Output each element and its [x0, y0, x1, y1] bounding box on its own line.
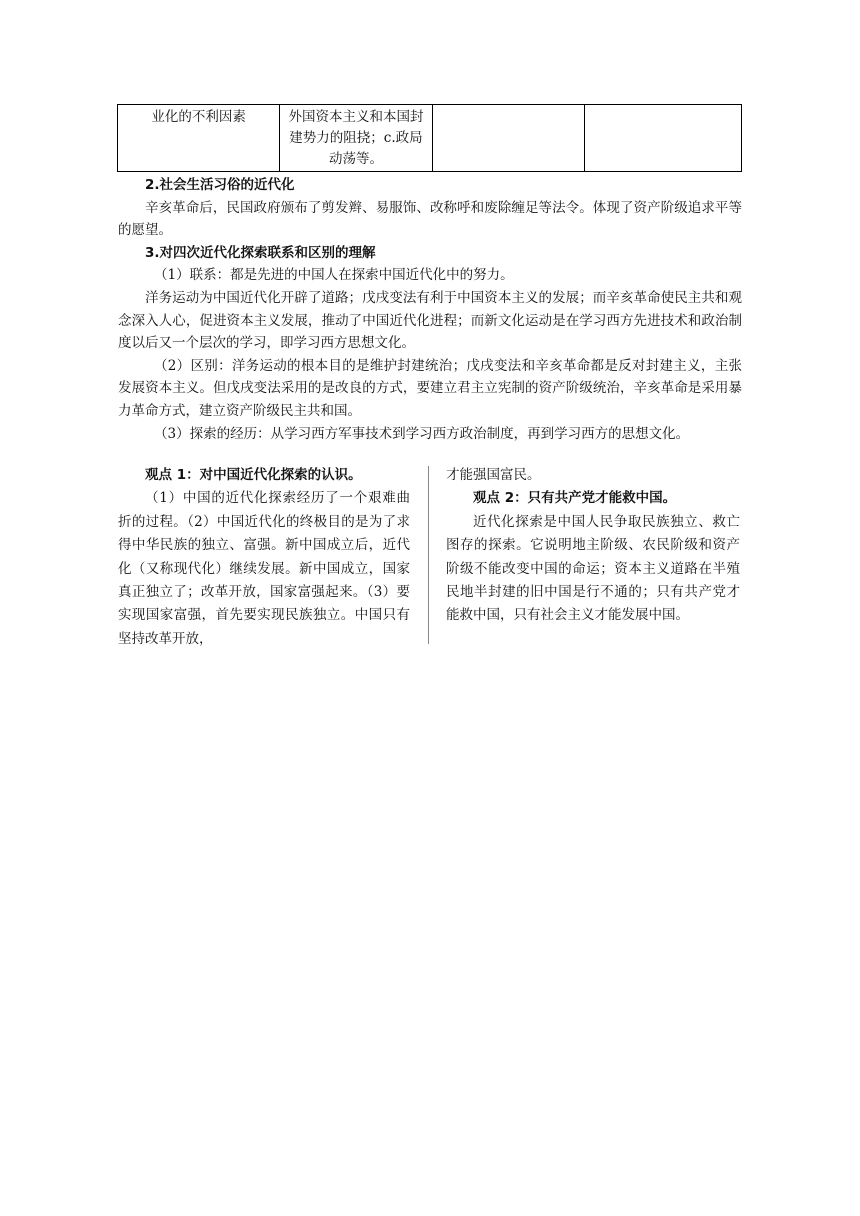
- column-divider: [428, 466, 429, 644]
- table-cell-empty-2: [584, 105, 741, 172]
- section3-difference: （2）区别：洋务运动的根本目的是维护封建统治；戊戌变法和辛亥革命都是反对封建主义，主张发展资本主义。但戊戌变法采用的是改良的方式，要建立君主立宪制的资产阶级统治，辛亥革命是采用暴力革命方式，建立资产阶级民主共和国。: [118, 357, 742, 419]
- main-text: [118, 174, 742, 445]
- view-column-left: [118, 464, 410, 651]
- table-cell-factor: 业化的不利因素: [118, 105, 280, 172]
- view1-body: （1）中国的近代化探索经历了一个艰难曲折的过程。（2）中国近代化的终极目的是为了求得中华民族的独立、富强。新中国成立后，近代化（又称现代化）继续发展。新中国成立，国家真正独立了；改革开放，国家富强起来。（3）要实现国家富强，首先要实现民族独立。中国只有坚持改革开放，: [118, 490, 410, 647]
- table-cell-detail: 外国资本主义和本国封建势力的阻挠；c.政局动荡等。: [280, 105, 433, 172]
- view2-body: 近代化探索是中国人民争取民族独立、救亡图存的探索。它说明地主阶级、农民阶级和资产阶级不能改变中国的命运；资本主义道路在半殖民地半封建的旧中国是行不通的；只有共产党才能救中国，只有社会主义才能发展中国。: [446, 513, 740, 624]
- section3-link: （1）联系：都是先进的中国人在探索中国近代化中的努力。: [154, 267, 514, 284]
- view1-title: 观点 1：对中国近代化探索的认识。: [145, 467, 362, 483]
- table-row: [118, 105, 742, 172]
- section2-heading: 2.社会生活习俗的近代化: [145, 177, 295, 193]
- view2-title: 观点 2：只有共产党才能救中国。: [473, 490, 677, 507]
- section3-heading: 3.对四次近代化探索联系和区别的理解: [145, 244, 376, 261]
- table-cell-empty-1: [432, 105, 584, 172]
- comparison-table: [117, 104, 742, 172]
- section3-link-detail: 洋务运动为中国近代化开辟了道路；戊戌变法有利于中国资本主义的发展；而辛亥革命使民主共和观念深入人心，促进资本主义发展，推动了中国近代化进程；而新文化运动是在学习西方先进技术和政治制度以后又一个层次的学习，即学习西方思想文化。: [118, 289, 742, 352]
- section2-body: 辛亥革命后，民国政府颁布了剪发辫、易服饰、改称呼和废除缠足等法令。体现了资产阶级追求平等的愿望。: [118, 199, 742, 239]
- section3-experience: （3）探索的经历：从学习西方军事技术到学习西方政治制度，再到学习西方的思想文化。: [154, 425, 690, 442]
- view1-continuation: 才能强国富民。: [446, 467, 541, 483]
- view-column-right: [446, 464, 740, 628]
